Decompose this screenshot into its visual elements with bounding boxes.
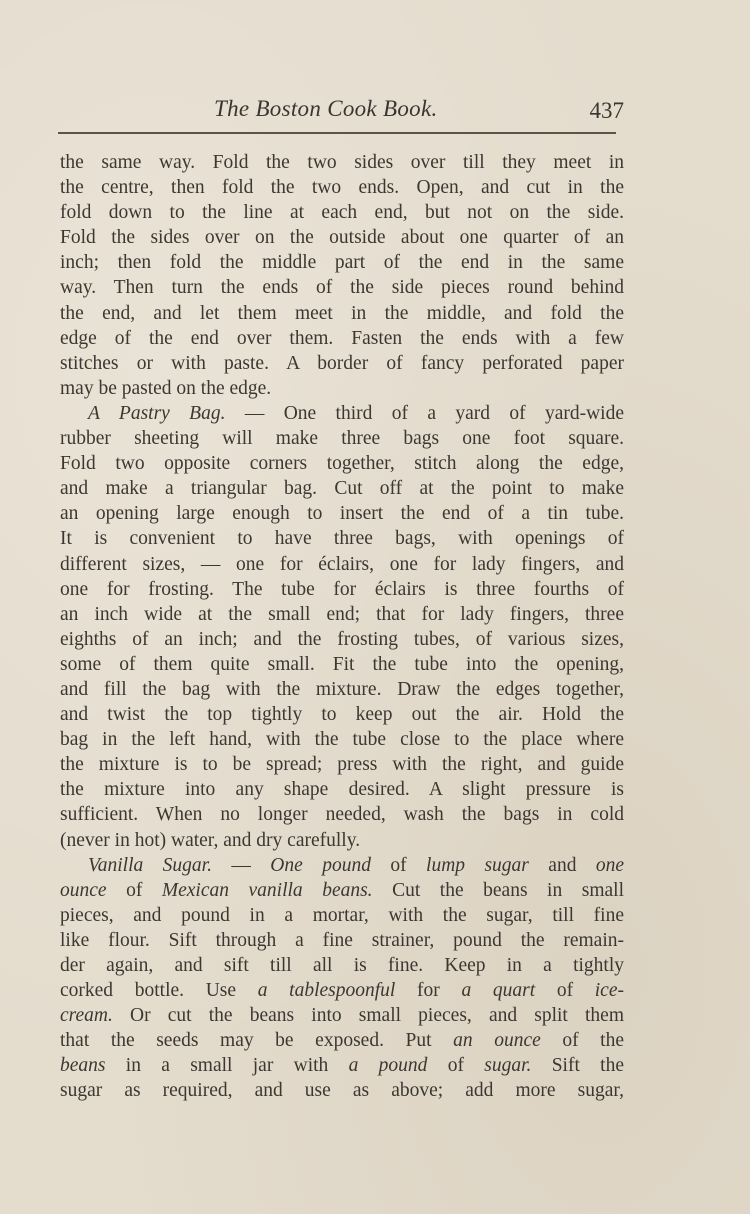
text-line: like flour. Sift through a fine strainer, pound the remain- <box>60 929 624 951</box>
text-run: Mexican vanilla beans. <box>161 879 373 901</box>
text-run: that the seeds may be exposed. Put <box>60 1030 454 1052</box>
text-line: one for frosting. The tube for éclairs is three fourths of <box>60 578 624 600</box>
text-run: a tablespoonful <box>257 980 396 1002</box>
text-line <box>60 853 624 878</box>
text-run: a quart <box>461 980 536 1002</box>
paragraph-folding <box>60 150 624 401</box>
text-line <box>60 1003 624 1028</box>
running-title: The Boston Cook Book. <box>214 96 438 121</box>
text-line: eighths of an inch; and the frosting tubes, of various sizes, <box>60 628 624 650</box>
section-heading-vanilla-sugar: Vanilla Sugar. <box>88 854 212 876</box>
text-line: pieces, and pound in a mortar, with the sugar, till fine <box>60 904 624 926</box>
text-line: way. Then turn the ends of the side pieces round behind <box>60 277 624 299</box>
header-rule <box>58 132 616 134</box>
text-run: One pound <box>270 854 371 876</box>
text-line: edge of the end over them. Fasten the ends with a few <box>60 327 624 349</box>
text-run: an ounce <box>453 1030 541 1052</box>
text-run: of the <box>540 1030 624 1052</box>
text-run: and <box>528 854 596 876</box>
text-line: different sizes, — one for éclairs, one for lady fingers, and <box>60 553 624 575</box>
text-run: sugar. <box>484 1055 532 1077</box>
text-run: ice- <box>594 980 624 1002</box>
text-line: sufficient. When no longer needed, wash the bags in cold <box>60 804 624 826</box>
text-line: bag in the left hand, with the tube close to the place where <box>60 729 624 751</box>
text-run: Sift the <box>531 1055 624 1077</box>
text-line: stitches or with paste. A border of fancy perforated paper <box>60 352 624 374</box>
text-run: of <box>535 980 595 1002</box>
text-line <box>60 1028 624 1053</box>
text-line: and make a triangular bag. Cut off at the point to make <box>60 478 624 500</box>
text-run: ounce <box>60 879 107 901</box>
text-run: Or cut the beans into small pieces, and split them <box>112 1005 624 1027</box>
text-run: for <box>395 980 462 1002</box>
text-line <box>60 1053 624 1078</box>
text-run: of <box>370 854 427 876</box>
text-line: the end, and let them meet in the middle, and fold the <box>60 302 624 324</box>
text-run: — <box>211 854 271 876</box>
text-run: beans <box>60 1055 106 1077</box>
text-line: the mixture into any shape desired. A slight pressure is <box>60 779 624 801</box>
text-run: in a small jar with <box>105 1055 349 1077</box>
text-run: one <box>595 854 625 876</box>
text-run: a pound <box>348 1055 428 1077</box>
text-line: sugar as required, and use as above; add more sugar, <box>60 1080 624 1102</box>
body-text <box>60 150 624 1104</box>
section-heading-pastry-bag: A Pastry Bag. <box>88 402 226 424</box>
text-run: of <box>427 1055 485 1077</box>
text-run: cream. <box>60 1005 113 1027</box>
text-run: lump sugar <box>426 854 529 876</box>
text-line: an opening large enough to insert the end of a tin tube. <box>60 503 624 525</box>
text-line <box>60 401 624 426</box>
text-line: der again, and sift till all is fine. Keep in a tightly <box>60 955 624 976</box>
text-run: corked bottle. Use <box>60 980 258 1002</box>
running-head <box>60 92 624 130</box>
text-run: Cut the beans in small <box>372 879 624 901</box>
text-line: some of them quite small. Fit the tube into the opening, <box>60 653 624 675</box>
text-run: of <box>106 879 162 901</box>
text-line: Fold two opposite corners together, stitch along the edge, <box>60 453 624 475</box>
paragraph-vanilla-sugar <box>60 853 624 1104</box>
text-line: fold down to the line at each end, but not on the side. <box>60 202 624 224</box>
text-line: an inch wide at the small end; that for lady fingers, three <box>60 603 624 625</box>
paragraph-pastry-bag <box>60 401 624 853</box>
text-line <box>60 978 624 1003</box>
text-line: and fill the bag with the mixture. Draw the edges together, <box>60 678 624 700</box>
text-line: and twist the top tightly to keep out the air. Hold the <box>60 704 624 726</box>
text-line: (never in hot) water, and dry carefully. <box>60 829 361 851</box>
page-number: 437 <box>589 98 624 123</box>
text-line: the centre, then fold the two ends. Open, and cut in the <box>60 177 624 199</box>
text-line: inch; then fold the middle part of the end in the same <box>60 252 624 274</box>
book-page <box>60 92 624 1104</box>
text-line <box>60 878 624 903</box>
text-line: Fold the sides over on the outside about one quarter of an <box>60 227 624 249</box>
text-line: the mixture is to be spread; press with the right, and guide <box>60 754 624 776</box>
text-line: rubber sheeting will make three bags one foot square. <box>60 428 624 450</box>
text-line: It is convenient to have three bags, with openings of <box>60 528 624 550</box>
text-line: the same way. Fold the two sides over till they meet in <box>60 152 624 173</box>
text-line: may be pasted on the edge. <box>60 377 272 399</box>
text-run: — One third of a yard of yard-wide <box>225 402 625 424</box>
